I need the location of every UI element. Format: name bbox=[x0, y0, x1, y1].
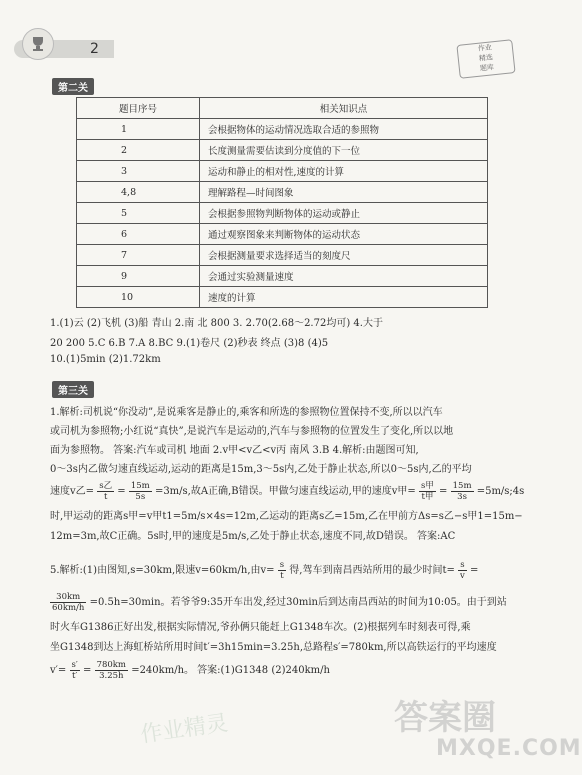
table-cell: 3 bbox=[77, 161, 200, 182]
table-cell: 会根据测量要求选择适当的刻度尺 bbox=[200, 245, 488, 266]
table-row bbox=[77, 245, 488, 266]
table-row bbox=[77, 140, 488, 161]
table-cell: 速度的计算 bbox=[200, 287, 488, 308]
answer-line: 20 200 5.C 6.B 7.A 8.BC 9.(1)卷尺 (2)秒表 终点 (3)8 (4)5 bbox=[50, 338, 329, 349]
fraction: $\frac{s}{t}$ bbox=[279, 560, 285, 581]
solution-line: 1.解析:司机说“你没动”,是说乘客是静止的,乘客和所选的参照物位置保持不变,所以以汽车 bbox=[50, 407, 443, 418]
fraction: $\frac{15m}{5s}$ bbox=[130, 481, 150, 502]
solution-line: 12m=3m,故C正确。5s时,甲的速度是5m/s,乙处于静止状态,速度不同,故D错误。 答案:AC bbox=[50, 531, 456, 542]
table-row bbox=[77, 287, 488, 308]
table-cell: 9 bbox=[77, 266, 200, 287]
watermark-text: 作业精灵 bbox=[138, 710, 230, 748]
knowledge-table bbox=[76, 97, 488, 308]
table-cell: 7 bbox=[77, 245, 200, 266]
section-label-2: 第二关 bbox=[52, 78, 94, 95]
table-cell: 通过观察图象来判断物体的运动状态 bbox=[200, 224, 488, 245]
watermark-logo: 答案圈 MXQE.COM bbox=[394, 698, 582, 761]
table-cell: 4,8 bbox=[77, 182, 200, 203]
solution-line: 0～3s内乙做匀速直线运动,运动的距离是15m,3～5s内,乙处于静止状态,所以0～5s内,乙的平均 bbox=[50, 464, 472, 475]
page-header bbox=[0, 0, 560, 73]
solution-line: 或司机为参照物;小红说“真快”,是说汽车是运动的,汽车与参照物的位置发生了变化,所以以地 bbox=[50, 426, 454, 437]
trophy-icon bbox=[22, 28, 54, 60]
table-cell: 1 bbox=[77, 119, 200, 140]
solution-line: v′= $\frac{s'}{t'}$ = $\frac{780km}{3.25h}$ =240km/h。 答案:(1)G1348 (2)240km/h bbox=[50, 660, 330, 681]
table-row bbox=[77, 161, 488, 182]
fraction: $\frac{\text{s乙}}{t}$ bbox=[99, 481, 113, 502]
table-cell: 5 bbox=[77, 203, 200, 224]
answer-line: 1.(1)云 (2)飞机 (3)船 青山 2.南 北 800 3. 2.70(2.68～2.72均可) 4.大于 bbox=[50, 318, 383, 329]
table-header-cell: 相关知识点 bbox=[200, 98, 488, 119]
section-label-3: 第三关 bbox=[52, 381, 94, 398]
table-cell: 会通过实验测量速度 bbox=[200, 266, 488, 287]
stamp-logo: 作业 精选 题库 bbox=[456, 39, 515, 79]
fraction: $\frac{s'}{t'}$ bbox=[71, 660, 78, 681]
fraction: $\frac{s}{v}$ bbox=[460, 560, 465, 581]
table-cell: 理解路程—时间图象 bbox=[200, 182, 488, 203]
fraction: $\frac{\text{s甲}}{\text{t甲}}$ bbox=[420, 481, 434, 502]
fraction: $\frac{780km}{3.25h}$ bbox=[96, 660, 126, 681]
table-header-cell: 题目序号 bbox=[77, 98, 200, 119]
page-number: 2 bbox=[90, 41, 99, 57]
table-cell: 长度测量需要估读到分度值的下一位 bbox=[200, 140, 488, 161]
table-cell: 6 bbox=[77, 224, 200, 245]
solution-line: 时火车G1386正好出发,根据实际情况,爷孙俩只能赶上G1348车次。(2)根据列车时刻表可得,乘 bbox=[50, 622, 471, 633]
table-cell: 运动和静止的相对性,速度的计算 bbox=[200, 161, 488, 182]
solution-line: 时,甲运动的距离s甲=v甲t1=5m/s×4s=12m,乙运动的距离s乙=15m,乙在甲前方Δs=s乙−s甲1=15m− bbox=[50, 511, 523, 522]
table-row bbox=[77, 203, 488, 224]
answer-line: 10.(1)5min (2)1.72km bbox=[50, 354, 161, 365]
table-row bbox=[77, 182, 488, 203]
table-row bbox=[77, 224, 488, 245]
table-cell: 会根据参照物判断物体的运动或静止 bbox=[200, 203, 488, 224]
fraction: $\frac{30km}{60km/h}$ bbox=[52, 592, 85, 613]
solution-line: 面为参照物。 答案:汽车或司机 地面 2.v甲<v乙<v丙 南风 3.B 4.解析:由题图可知, bbox=[50, 445, 419, 456]
solution-line: 速度v乙= $\frac{\text{s乙}}{t}$ = $\frac{15m}{5s}$ =3m/s,故A正确,B错误。甲做匀速直线运动,甲的速度v甲= $\frac{\text{s甲}}{\text{t甲}}$ = $\frac{15m}{3s}$ =5m/s;4s bbox=[50, 481, 525, 502]
table-row bbox=[77, 119, 488, 140]
solution-line: $\frac{30km}{60km/h}$ =0.5h=30min。若爷爷9:35开车出发,经过30min后到达南昌西站的时间为10:05。由于到站 bbox=[52, 592, 507, 613]
table-cell: 会根据物体的运动情况选取合适的参照物 bbox=[200, 119, 488, 140]
solution-line: 坐G1348到达上海虹桥站所用时间t′=3h15min=3.25h,总路程s′=780km,所以高铁运行的平均速度 bbox=[50, 642, 497, 653]
table-cell: 2 bbox=[77, 140, 200, 161]
solution-line: 5.解析:(1)由图知,s=30km,限速v=60km/h,由v= $\frac{s}{t}$ 得,驾车到南昌西站所用的最少时间t= $\frac{s}{v}$ = bbox=[50, 560, 479, 581]
table-cell: 10 bbox=[77, 287, 200, 308]
fraction: $\frac{15m}{3s}$ bbox=[452, 481, 472, 502]
table-row bbox=[77, 266, 488, 287]
table-header-row bbox=[77, 98, 488, 119]
